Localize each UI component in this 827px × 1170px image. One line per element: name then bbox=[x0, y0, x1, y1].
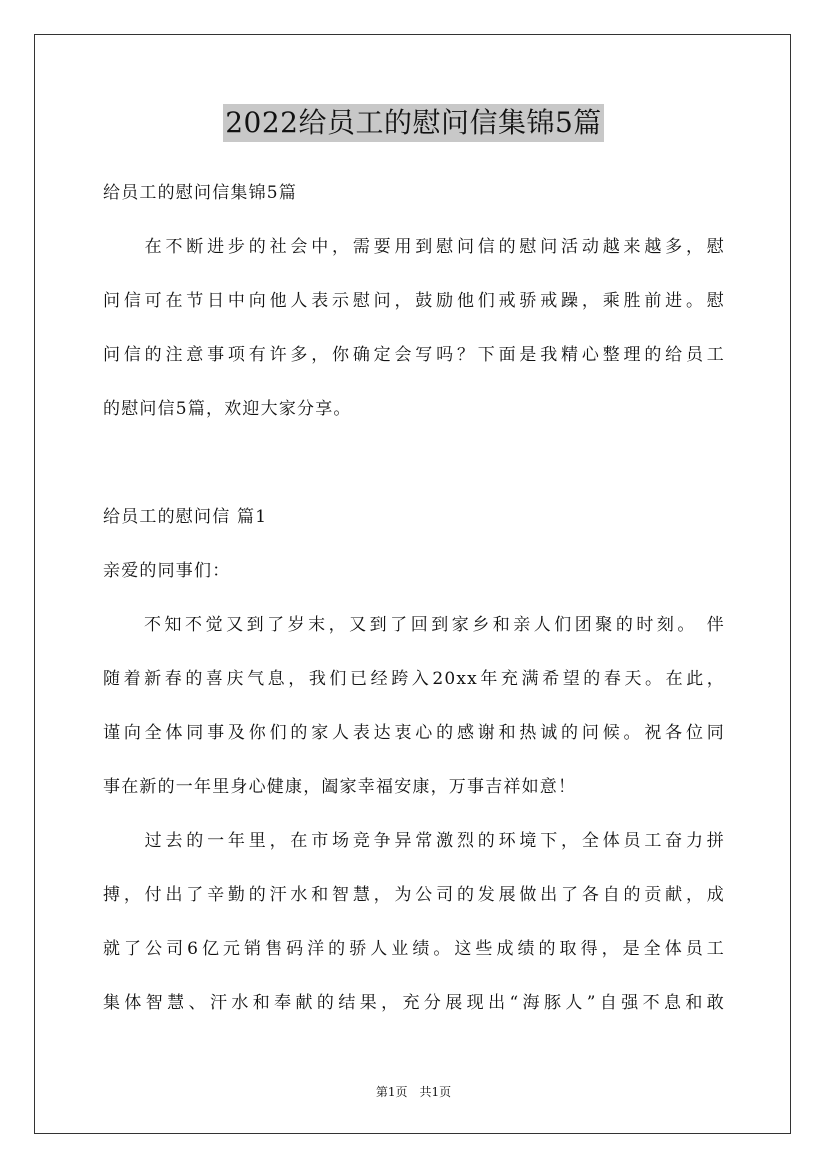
intro-line: 问信的注意事项有许多，你确定会写吗？下面是我精心整理的给员工 bbox=[103, 345, 725, 365]
section-heading: 给员工的慰问信 篇1 bbox=[103, 507, 268, 527]
paragraph1-line: 谨向全体同事及你们的家人表达衷心的感谢和热诚的问候。祝各位同 bbox=[103, 723, 725, 743]
paragraph2-line: 过去的一年里，在市场竞争异常激烈的环境下，全体员工奋力拼 bbox=[103, 831, 725, 851]
intro-line: 的慰问信5篇，欢迎大家分享。 bbox=[103, 399, 352, 419]
page-indicator: 第1页 共1页 bbox=[375, 1085, 452, 1099]
intro-line: 问信可在节日中向他人表示慰问，鼓励他们戒骄戒躁，乘胜前进。慰 bbox=[103, 291, 725, 311]
paragraph2-line: 集体智慧、汗水和奉献的结果，充分展现出“海豚人”自强不息和敢 bbox=[103, 993, 725, 1013]
paragraph2-line: 就了公司6亿元销售码洋的骄人业绩。这些成绩的取得，是全体员工 bbox=[103, 939, 725, 959]
document-subtitle: 给员工的慰问信集锦5篇 bbox=[103, 183, 298, 203]
document-title: 2022给员工的慰问信集锦5篇 bbox=[223, 104, 604, 142]
paragraph2-line: 搏，付出了辛勤的汗水和智慧，为公司的发展做出了各自的贡献，成 bbox=[103, 885, 725, 905]
salutation: 亲爱的同事们： bbox=[103, 561, 231, 581]
intro-line: 在不断进步的社会中，需要用到慰问信的慰问活动越来越多，慰 bbox=[103, 237, 725, 257]
paragraph1-line: 随着新春的喜庆气息，我们已经跨入20xx年充满希望的春天。在此， bbox=[103, 669, 725, 689]
page-footer bbox=[0, 1083, 827, 1100]
title-container bbox=[0, 104, 827, 142]
paragraph1-line: 不知不觉又到了岁末，又到了回到家乡和亲人们团聚的时刻。 伴 bbox=[103, 615, 725, 635]
paragraph1-line: 事在新的一年里身心健康，阖家幸福安康，万事吉祥如意！ bbox=[103, 777, 577, 797]
